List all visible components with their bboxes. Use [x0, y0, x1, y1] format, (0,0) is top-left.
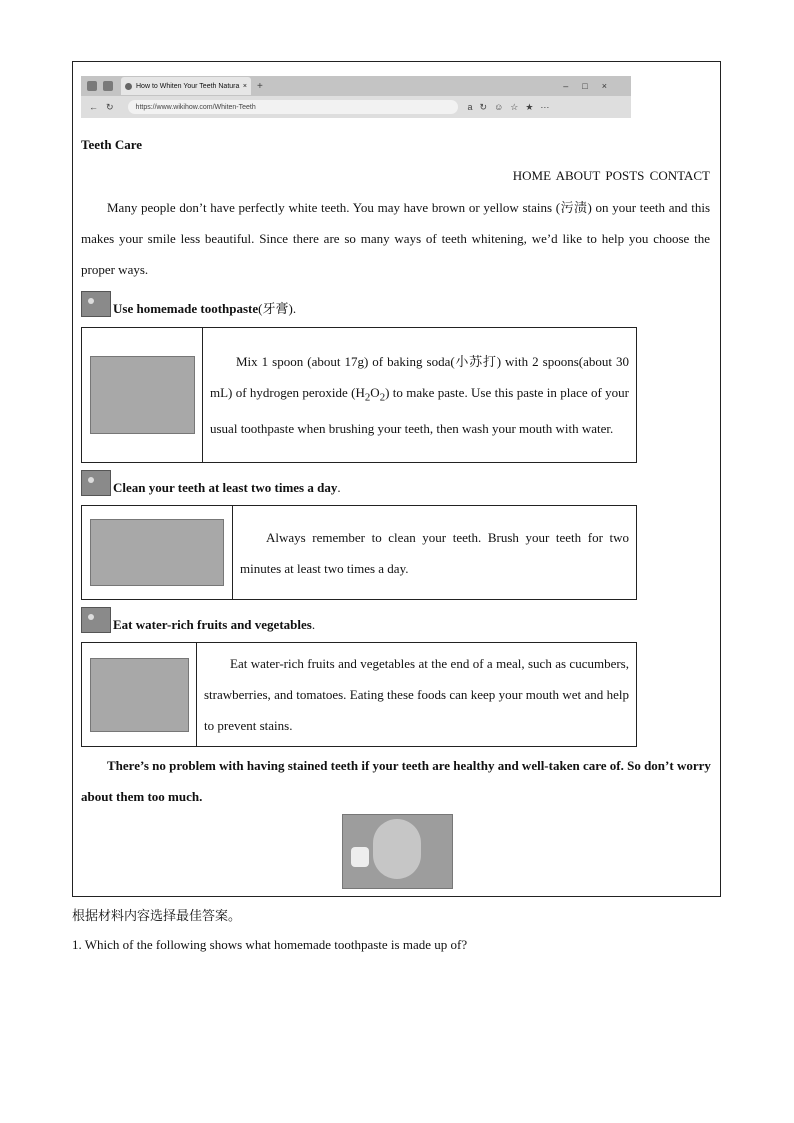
h2o2-o: O — [370, 384, 380, 400]
section-3-box — [81, 642, 637, 747]
section-1-text-b: ) to make paste. Use this paste in place of your usual toothpaste when brushing your teeth, then wash your mouth with water. — [210, 384, 629, 437]
url-text: https://www.wikihow.com/Whiten-Teeth — [135, 103, 256, 111]
face-shape — [373, 819, 421, 879]
closing-paragraph: There’s no problem with having stained teeth if your teeth are healthy and well-taken care of. So don’t worry about them too much. — [81, 758, 711, 804]
browser-tab — [121, 77, 251, 95]
favicon-icon — [125, 83, 132, 90]
back-forward-reload-icon: ←↻ — [89, 101, 122, 112]
tag-icon — [81, 607, 111, 633]
section-1-image-cell — [82, 328, 203, 463]
address-bar — [128, 100, 458, 114]
section-3-text: Eat water-rich fruits and vegetables at the end of a meal, such as cucumbers, strawberries, and tomatoes. Eating these foods can keep your mouth wet and help to prevent stains. — [197, 643, 637, 747]
section-3-title-text: Eat water-rich fruits and vegetables — [113, 617, 312, 632]
mouth-photo — [90, 658, 189, 732]
section-3-title — [81, 607, 315, 633]
article-frame — [72, 61, 721, 897]
brushing-teeth-photo — [90, 519, 224, 586]
intro-paragraph: Many people don’t have perfectly white teeth. You may have brown or yellow stains (污渍) on your teeth and this makes your smile less beautiful. Since there are so many ways of teeth whitening, we’d like to help you choose the proper ways. — [81, 200, 710, 277]
section-2-title-text: Clean your teeth at least two times a day — [113, 480, 338, 495]
section-1-title-text: Use homemade toothpaste — [113, 301, 259, 316]
tag-icon — [81, 291, 111, 317]
section-1-title-suffix: (牙膏). — [258, 301, 297, 316]
section-1-title — [81, 291, 296, 317]
baking-soda-photo — [90, 356, 195, 434]
instruction: 根据材料内容选择最佳答案。 — [72, 908, 242, 923]
browser-screenshot — [81, 76, 631, 118]
section-1-text-a: Mix 1 spoon (about 17g) of baking soda(小苏打) with 2 spoons(about 30 mL) of hydrogen peroxide (H — [210, 353, 629, 400]
h2o2-sub-2: 2 — [379, 391, 386, 404]
new-tab-icon: + — [257, 80, 263, 92]
profile-icon — [87, 81, 97, 91]
tooth-icon — [351, 847, 369, 867]
h2o2-sub-1: 2 — [364, 391, 371, 404]
section-1-box — [81, 327, 637, 463]
section-1-text — [203, 328, 637, 463]
tag-icon — [81, 470, 111, 496]
smiling-man-photo — [342, 814, 453, 889]
site-menu: HOME ABOUT POSTS CONTACT — [512, 168, 710, 183]
section-2-title-suffix: . — [337, 480, 341, 495]
tab-title: How to Whiten Your Teeth Natura — [136, 82, 240, 90]
section-2-box — [81, 505, 637, 600]
tabs-icon — [103, 81, 113, 91]
page-title: Teeth Care — [81, 137, 143, 152]
toolbar-icons: a↻☺☆★⋯ — [467, 101, 557, 112]
section-2-title — [81, 470, 341, 496]
window-controls-icon: –□× — [563, 81, 621, 91]
question-1: 1. Which of the following shows what homemade toothpaste is made up of? — [72, 937, 468, 952]
section-3-image-cell — [82, 643, 197, 747]
section-2-text: Always remember to clean your teeth. Brush your teeth for two minutes at least two times a day. — [233, 506, 637, 600]
section-2-image-cell — [82, 506, 233, 600]
close-tab-icon: × — [242, 82, 247, 90]
section-3-title-suffix: . — [311, 617, 316, 632]
